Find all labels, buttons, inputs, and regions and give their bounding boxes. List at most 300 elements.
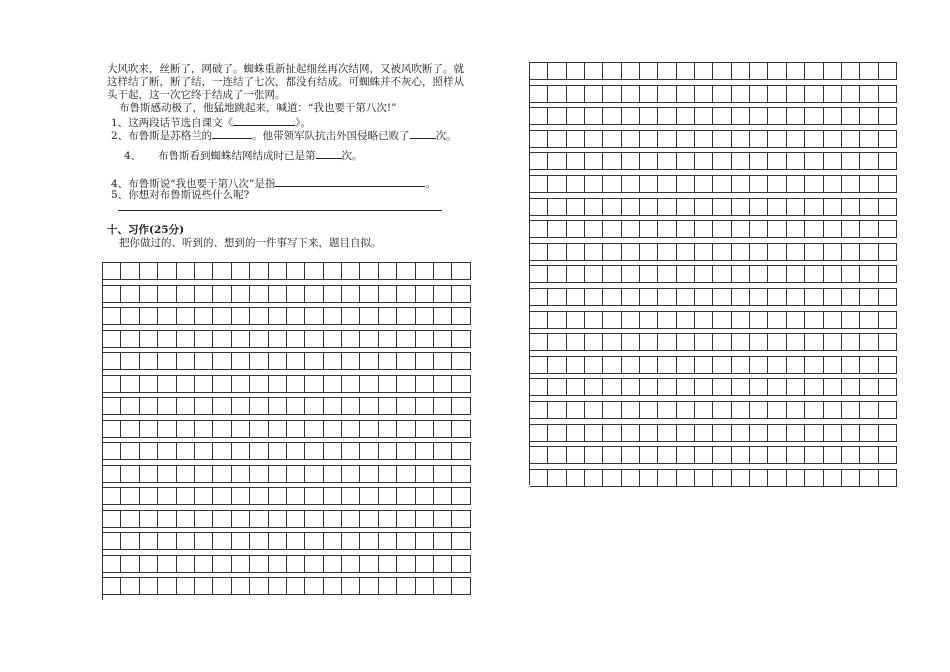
grid-cell[interactable] — [269, 376, 287, 392]
grid-cell[interactable] — [360, 443, 378, 459]
grid-cell[interactable] — [787, 402, 805, 418]
grid-cell[interactable] — [548, 108, 566, 124]
grid-cell[interactable] — [658, 221, 676, 237]
grid-cell[interactable] — [416, 308, 434, 324]
grid-cell[interactable] — [805, 425, 823, 441]
grid-cell[interactable] — [103, 353, 121, 369]
grid-cell[interactable] — [824, 289, 842, 305]
grid-cell[interactable] — [434, 443, 452, 459]
grid-cell[interactable] — [842, 131, 860, 147]
grid-cell[interactable] — [397, 376, 415, 392]
grid-cell[interactable] — [452, 533, 470, 549]
grid-cell[interactable] — [842, 63, 860, 79]
grid-cell[interactable] — [805, 131, 823, 147]
grid-cell[interactable] — [324, 533, 342, 549]
grid-cell[interactable] — [213, 466, 231, 482]
grid-cell[interactable] — [342, 466, 360, 482]
grid-cell[interactable] — [622, 176, 640, 192]
grid-cell[interactable] — [548, 131, 566, 147]
grid-cell[interactable] — [824, 470, 842, 486]
grid-cell[interactable] — [824, 153, 842, 169]
grid-cell[interactable] — [640, 244, 658, 260]
grid-cell[interactable] — [324, 578, 342, 594]
grid-cell[interactable] — [567, 63, 585, 79]
grid-cell[interactable] — [824, 131, 842, 147]
grid-cell[interactable] — [824, 402, 842, 418]
grid-cell[interactable] — [250, 511, 268, 527]
grid-cell[interactable] — [397, 488, 415, 504]
grid-cell[interactable] — [324, 331, 342, 347]
grid-cell[interactable] — [305, 308, 323, 324]
grid-cell[interactable] — [787, 176, 805, 192]
grid-cell[interactable] — [824, 425, 842, 441]
grid-cell[interactable] — [732, 63, 750, 79]
grid-cell[interactable] — [103, 398, 121, 414]
grid-cell[interactable] — [416, 556, 434, 572]
grid-cell[interactable] — [177, 398, 195, 414]
grid-cell[interactable] — [287, 556, 305, 572]
grid-cell[interactable] — [158, 466, 176, 482]
grid-cell[interactable] — [548, 470, 566, 486]
grid-cell[interactable] — [548, 425, 566, 441]
grid-cell[interactable] — [658, 199, 676, 215]
grid-cell[interactable] — [732, 131, 750, 147]
grid-cell[interactable] — [103, 533, 121, 549]
grid-cell[interactable] — [360, 578, 378, 594]
grid-cell[interactable] — [250, 443, 268, 459]
grid-cell[interactable] — [567, 447, 585, 463]
grid-cell[interactable] — [287, 466, 305, 482]
grid-cell[interactable] — [158, 263, 176, 279]
grid-cell[interactable] — [750, 425, 768, 441]
grid-cell[interactable] — [750, 176, 768, 192]
grid-cell[interactable] — [677, 402, 695, 418]
grid-cell[interactable] — [434, 263, 452, 279]
grid-cell[interactable] — [379, 308, 397, 324]
grid-cell[interactable] — [879, 244, 897, 260]
grid-cell[interactable] — [677, 266, 695, 282]
grid-cell[interactable] — [434, 398, 452, 414]
grid-cell[interactable] — [232, 398, 250, 414]
grid-cell[interactable] — [567, 131, 585, 147]
grid-cell[interactable] — [842, 289, 860, 305]
grid-cell[interactable] — [585, 447, 603, 463]
grid-cell[interactable] — [232, 556, 250, 572]
grid-cell[interactable] — [140, 353, 158, 369]
grid-cell[interactable] — [713, 131, 731, 147]
grid-cell[interactable] — [640, 470, 658, 486]
grid-cell[interactable] — [713, 402, 731, 418]
grid-cell[interactable] — [452, 556, 470, 572]
grid-cell[interactable] — [768, 221, 786, 237]
grid-cell[interactable] — [787, 266, 805, 282]
grid-cell[interactable] — [658, 357, 676, 373]
grid-cell[interactable] — [567, 312, 585, 328]
grid-cell[interactable] — [695, 86, 713, 102]
grid-cell[interactable] — [658, 470, 676, 486]
grid-cell[interactable] — [548, 244, 566, 260]
grid-cell[interactable] — [232, 466, 250, 482]
grid-cell[interactable] — [658, 266, 676, 282]
grid-cell[interactable] — [567, 176, 585, 192]
grid-cell[interactable] — [232, 376, 250, 392]
grid-cell[interactable] — [677, 108, 695, 124]
grid-cell[interactable] — [103, 308, 121, 324]
grid-cell[interactable] — [824, 312, 842, 328]
grid-cell[interactable] — [879, 379, 897, 395]
grid-cell[interactable] — [695, 153, 713, 169]
grid-cell[interactable] — [434, 533, 452, 549]
grid-cell[interactable] — [397, 443, 415, 459]
grid-cell[interactable] — [603, 402, 621, 418]
grid-cell[interactable] — [640, 63, 658, 79]
grid-cell[interactable] — [585, 244, 603, 260]
grid-cell[interactable] — [824, 334, 842, 350]
grid-cell[interactable] — [324, 466, 342, 482]
grid-cell[interactable] — [750, 221, 768, 237]
grid-cell[interactable] — [842, 86, 860, 102]
grid-cell[interactable] — [158, 488, 176, 504]
grid-cell[interactable] — [434, 376, 452, 392]
grid-cell[interactable] — [305, 263, 323, 279]
grid-cell[interactable] — [287, 443, 305, 459]
grid-cell[interactable] — [140, 533, 158, 549]
grid-cell[interactable] — [158, 511, 176, 527]
grid-cell[interactable] — [860, 63, 878, 79]
grid-cell[interactable] — [585, 86, 603, 102]
grid-cell[interactable] — [269, 421, 287, 437]
grid-cell[interactable] — [768, 447, 786, 463]
grid-cell[interactable] — [768, 176, 786, 192]
grid-cell[interactable] — [213, 263, 231, 279]
grid-cell[interactable] — [324, 376, 342, 392]
grid-cell[interactable] — [805, 63, 823, 79]
grid-cell[interactable] — [177, 556, 195, 572]
grid-cell[interactable] — [379, 466, 397, 482]
grid-cell[interactable] — [140, 511, 158, 527]
grid-cell[interactable] — [842, 379, 860, 395]
grid-cell[interactable] — [695, 379, 713, 395]
grid-cell[interactable] — [842, 153, 860, 169]
grid-cell[interactable] — [305, 511, 323, 527]
grid-cell[interactable] — [640, 266, 658, 282]
grid-cell[interactable] — [860, 108, 878, 124]
grid-cell[interactable] — [103, 286, 121, 302]
grid-cell[interactable] — [713, 86, 731, 102]
grid-cell[interactable] — [342, 533, 360, 549]
grid-cell[interactable] — [103, 578, 121, 594]
grid-cell[interactable] — [603, 425, 621, 441]
grid-cell[interactable] — [695, 289, 713, 305]
grid-cell[interactable] — [640, 153, 658, 169]
grid-cell[interactable] — [195, 376, 213, 392]
grid-cell[interactable] — [397, 533, 415, 549]
grid-cell[interactable] — [232, 443, 250, 459]
grid-cell[interactable] — [530, 357, 548, 373]
grid-cell[interactable] — [379, 353, 397, 369]
grid-cell[interactable] — [879, 334, 897, 350]
grid-cell[interactable] — [379, 533, 397, 549]
grid-cell[interactable] — [103, 466, 121, 482]
grid-cell[interactable] — [287, 511, 305, 527]
grid-cell[interactable] — [658, 176, 676, 192]
grid-cell[interactable] — [860, 289, 878, 305]
grid-cell[interactable] — [732, 334, 750, 350]
grid-cell[interactable] — [585, 470, 603, 486]
grid-cell[interactable] — [342, 308, 360, 324]
grid-cell[interactable] — [732, 153, 750, 169]
grid-cell[interactable] — [195, 443, 213, 459]
grid-cell[interactable] — [768, 131, 786, 147]
grid-cell[interactable] — [567, 244, 585, 260]
grid-cell[interactable] — [232, 308, 250, 324]
grid-cell[interactable] — [824, 199, 842, 215]
grid-cell[interactable] — [567, 108, 585, 124]
grid-cell[interactable] — [121, 421, 139, 437]
grid-cell[interactable] — [360, 263, 378, 279]
grid-cell[interactable] — [434, 488, 452, 504]
grid-cell[interactable] — [360, 488, 378, 504]
grid-cell[interactable] — [824, 244, 842, 260]
grid-cell[interactable] — [103, 443, 121, 459]
grid-cell[interactable] — [121, 511, 139, 527]
grid-cell[interactable] — [732, 312, 750, 328]
grid-cell[interactable] — [732, 289, 750, 305]
grid-cell[interactable] — [824, 221, 842, 237]
grid-cell[interactable] — [622, 63, 640, 79]
grid-cell[interactable] — [305, 466, 323, 482]
grid-cell[interactable] — [585, 357, 603, 373]
grid-cell[interactable] — [677, 425, 695, 441]
grid-cell[interactable] — [269, 443, 287, 459]
grid-cell[interactable] — [140, 286, 158, 302]
grid-cell[interactable] — [787, 131, 805, 147]
grid-cell[interactable] — [750, 108, 768, 124]
grid-cell[interactable] — [658, 312, 676, 328]
grid-cell[interactable] — [195, 466, 213, 482]
grid-cell[interactable] — [195, 556, 213, 572]
grid-cell[interactable] — [360, 398, 378, 414]
grid-cell[interactable] — [397, 263, 415, 279]
grid-cell[interactable] — [250, 263, 268, 279]
grid-cell[interactable] — [140, 578, 158, 594]
grid-cell[interactable] — [677, 153, 695, 169]
grid-cell[interactable] — [177, 308, 195, 324]
grid-cell[interactable] — [768, 244, 786, 260]
grid-cell[interactable] — [879, 153, 897, 169]
grid-cell[interactable] — [213, 488, 231, 504]
grid-cell[interactable] — [548, 63, 566, 79]
grid-cell[interactable] — [603, 447, 621, 463]
grid-cell[interactable] — [452, 398, 470, 414]
grid-cell[interactable] — [103, 263, 121, 279]
grid-cell[interactable] — [530, 447, 548, 463]
question-2-blank-1[interactable] — [212, 128, 252, 139]
grid-cell[interactable] — [567, 221, 585, 237]
grid-cell[interactable] — [750, 131, 768, 147]
grid-cell[interactable] — [787, 86, 805, 102]
grid-cell[interactable] — [324, 556, 342, 572]
grid-cell[interactable] — [342, 556, 360, 572]
grid-cell[interactable] — [416, 466, 434, 482]
grid-cell[interactable] — [677, 131, 695, 147]
grid-cell[interactable] — [213, 578, 231, 594]
grid-cell[interactable] — [787, 334, 805, 350]
grid-cell[interactable] — [287, 353, 305, 369]
grid-cell[interactable] — [213, 443, 231, 459]
grid-cell[interactable] — [530, 86, 548, 102]
grid-cell[interactable] — [640, 86, 658, 102]
question-2-blank-2[interactable] — [410, 128, 436, 139]
grid-cell[interactable] — [250, 308, 268, 324]
grid-cell[interactable] — [416, 443, 434, 459]
grid-cell[interactable] — [416, 421, 434, 437]
grid-cell[interactable] — [452, 466, 470, 482]
grid-cell[interactable] — [177, 376, 195, 392]
grid-cell[interactable] — [434, 578, 452, 594]
grid-cell[interactable] — [695, 63, 713, 79]
grid-cell[interactable] — [603, 334, 621, 350]
grid-cell[interactable] — [585, 266, 603, 282]
grid-cell[interactable] — [324, 263, 342, 279]
grid-cell[interactable] — [360, 308, 378, 324]
grid-cell[interactable] — [379, 421, 397, 437]
grid-cell[interactable] — [397, 286, 415, 302]
grid-cell[interactable] — [805, 244, 823, 260]
grid-cell[interactable] — [530, 63, 548, 79]
grid-cell[interactable] — [140, 263, 158, 279]
grid-cell[interactable] — [658, 447, 676, 463]
grid-cell[interactable] — [121, 263, 139, 279]
grid-cell[interactable] — [879, 221, 897, 237]
grid-cell[interactable] — [140, 556, 158, 572]
grid-cell[interactable] — [452, 578, 470, 594]
grid-cell[interactable] — [842, 425, 860, 441]
grid-cell[interactable] — [305, 286, 323, 302]
grid-cell[interactable] — [768, 63, 786, 79]
grid-cell[interactable] — [416, 263, 434, 279]
grid-cell[interactable] — [434, 421, 452, 437]
grid-cell[interactable] — [530, 379, 548, 395]
grid-cell[interactable] — [713, 312, 731, 328]
grid-cell[interactable] — [140, 398, 158, 414]
grid-cell[interactable] — [213, 421, 231, 437]
grid-cell[interactable] — [177, 533, 195, 549]
grid-cell[interactable] — [603, 470, 621, 486]
grid-cell[interactable] — [585, 221, 603, 237]
grid-cell[interactable] — [360, 376, 378, 392]
grid-cell[interactable] — [232, 533, 250, 549]
grid-cell[interactable] — [177, 286, 195, 302]
grid-cell[interactable] — [787, 425, 805, 441]
grid-cell[interactable] — [805, 221, 823, 237]
question-3-blank[interactable] — [316, 148, 342, 159]
grid-cell[interactable] — [530, 312, 548, 328]
grid-cell[interactable] — [360, 331, 378, 347]
grid-cell[interactable] — [622, 131, 640, 147]
grid-cell[interactable] — [379, 511, 397, 527]
grid-cell[interactable] — [177, 263, 195, 279]
grid-cell[interactable] — [860, 153, 878, 169]
grid-cell[interactable] — [305, 398, 323, 414]
grid-cell[interactable] — [250, 376, 268, 392]
grid-cell[interactable] — [434, 511, 452, 527]
grid-cell[interactable] — [177, 578, 195, 594]
grid-cell[interactable] — [269, 578, 287, 594]
grid-cell[interactable] — [677, 199, 695, 215]
grid-cell[interactable] — [305, 376, 323, 392]
grid-cell[interactable] — [158, 308, 176, 324]
grid-cell[interactable] — [232, 263, 250, 279]
grid-cell[interactable] — [177, 511, 195, 527]
grid-cell[interactable] — [713, 425, 731, 441]
grid-cell[interactable] — [622, 334, 640, 350]
grid-cell[interactable] — [121, 488, 139, 504]
grid-cell[interactable] — [879, 402, 897, 418]
grid-cell[interactable] — [585, 176, 603, 192]
grid-cell[interactable] — [677, 379, 695, 395]
grid-cell[interactable] — [305, 578, 323, 594]
grid-cell[interactable] — [342, 353, 360, 369]
grid-cell[interactable] — [732, 86, 750, 102]
grid-cell[interactable] — [397, 353, 415, 369]
grid-cell[interactable] — [695, 266, 713, 282]
grid-cell[interactable] — [379, 263, 397, 279]
grid-cell[interactable] — [158, 353, 176, 369]
grid-cell[interactable] — [548, 312, 566, 328]
grid-cell[interactable] — [213, 556, 231, 572]
grid-cell[interactable] — [379, 398, 397, 414]
grid-cell[interactable] — [213, 398, 231, 414]
grid-cell[interactable] — [269, 556, 287, 572]
grid-cell[interactable] — [750, 153, 768, 169]
grid-cell[interactable] — [860, 244, 878, 260]
grid-cell[interactable] — [805, 108, 823, 124]
grid-cell[interactable] — [567, 199, 585, 215]
grid-cell[interactable] — [121, 443, 139, 459]
grid-cell[interactable] — [530, 402, 548, 418]
grid-cell[interactable] — [768, 86, 786, 102]
grid-cell[interactable] — [158, 533, 176, 549]
grid-cell[interactable] — [548, 447, 566, 463]
grid-cell[interactable] — [622, 266, 640, 282]
grid-cell[interactable] — [622, 221, 640, 237]
grid-cell[interactable] — [860, 334, 878, 350]
grid-cell[interactable] — [658, 86, 676, 102]
grid-cell[interactable] — [195, 263, 213, 279]
grid-cell[interactable] — [158, 376, 176, 392]
grid-cell[interactable] — [713, 266, 731, 282]
grid-cell[interactable] — [842, 266, 860, 282]
grid-cell[interactable] — [416, 331, 434, 347]
grid-cell[interactable] — [250, 556, 268, 572]
grid-cell[interactable] — [342, 511, 360, 527]
grid-cell[interactable] — [842, 312, 860, 328]
grid-cell[interactable] — [250, 398, 268, 414]
grid-cell[interactable] — [805, 153, 823, 169]
grid-cell[interactable] — [548, 221, 566, 237]
grid-cell[interactable] — [824, 108, 842, 124]
grid-cell[interactable] — [658, 425, 676, 441]
grid-cell[interactable] — [640, 447, 658, 463]
grid-cell[interactable] — [842, 334, 860, 350]
grid-cell[interactable] — [121, 376, 139, 392]
grid-cell[interactable] — [658, 131, 676, 147]
grid-cell[interactable] — [530, 289, 548, 305]
grid-cell[interactable] — [213, 533, 231, 549]
grid-cell[interactable] — [658, 334, 676, 350]
grid-cell[interactable] — [603, 312, 621, 328]
